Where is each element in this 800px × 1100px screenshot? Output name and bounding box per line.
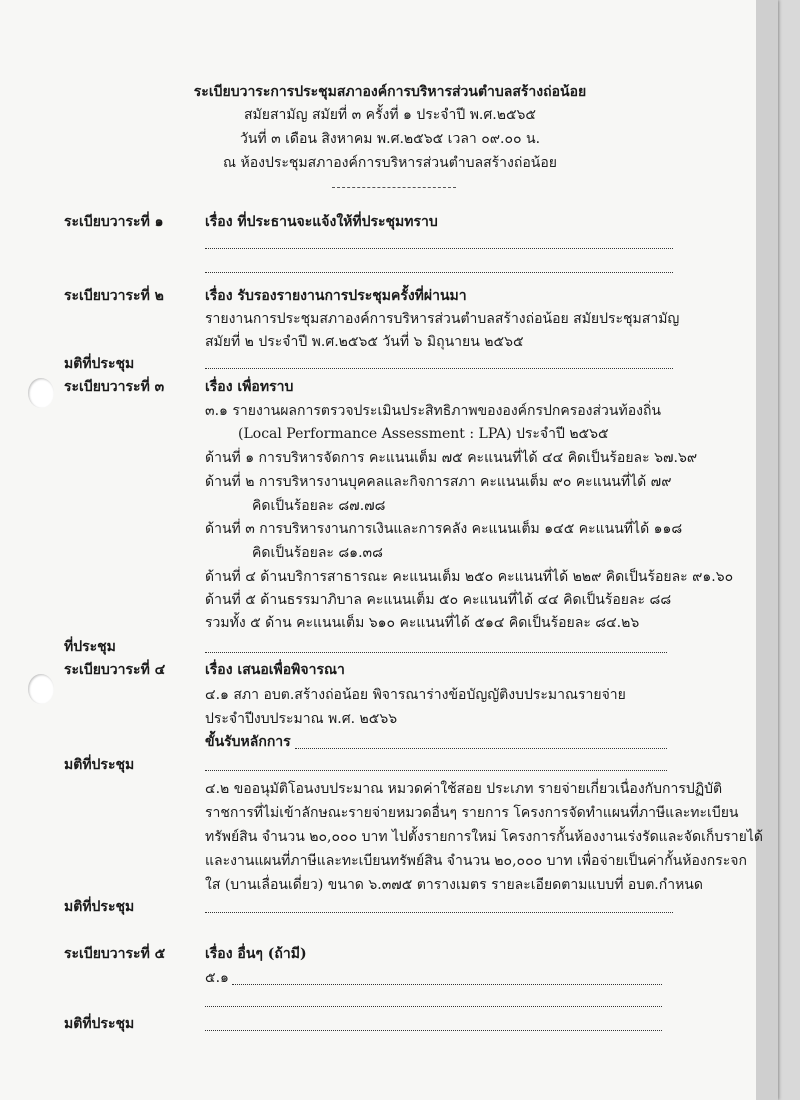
agenda3-aspect: ด้านที่ ๒ การบริหารงานบุคคลและกิจการสภา คะแนนเต็ม ๙๐ คะแนนที่ได้ ๗๙ (205, 474, 672, 490)
agenda3-label: ระเบียบวาระที่ ๓ (64, 379, 165, 395)
agenda3-meeting-label: ที่ประชุม (64, 639, 116, 655)
agenda3-title: เรื่อง เพื่อทราบ (205, 379, 294, 395)
agenda2-body: สมัยที่ ๒ ประจำปี พ.ศ.๒๕๖๕ วันที่ ๖ มิถุนายน ๒๕๖๕ (205, 334, 524, 350)
agenda4-item: ประจำปีงบประมาณ พ.ศ. ๒๕๖๖ (205, 711, 398, 727)
agenda4-item2: และงานแผนที่ภาษีและทะเบียนทรัพย์สิน จำนวน ๒๐,๐๐๐ บาท เพื่อจ่ายเป็นค่ากั้นห้องกระจก (205, 853, 747, 869)
header-date: วันที่ ๓ เดือน สิงหาคม พ.ศ.๒๕๖๕ เวลา ๐๙.๐๐ น. (239, 131, 541, 147)
agenda4-resolution2-label: มติที่ประชุม (64, 899, 135, 915)
agenda5-resolution-label: มติที่ประชุม (64, 1016, 135, 1032)
page-edge (756, 0, 778, 1100)
header-divider (332, 187, 456, 188)
agenda4-resolution-label: มติที่ประชุม (64, 757, 135, 773)
agenda5-item: ๕.๑ (205, 970, 229, 986)
agenda3-aspect: ด้านที่ ๕ ด้านธรรมาภิบาล คะแนนเต็ม ๕๐ คะแนนที่ได้ ๔๔ คิดเป็นร้อยละ ๘๘ (205, 592, 672, 608)
agenda4-item2: ทรัพย์สิน จำนวน ๒๐,๐๐๐ บาท ไปตั้งรายการใหม่ โครงการกั้นห้องงานเร่งรัดและจัดเก็บรายได้ (205, 829, 763, 845)
blank-line (205, 272, 673, 273)
agenda3-aspect: ด้านที่ ๑ การบริหารจัดการ คะแนนเต็ม ๗๕ คะแนนที่ได้ ๔๔ คิดเป็นร้อยละ ๖๗.๖๙ (205, 450, 698, 466)
agenda2-resolution-label: มติที่ประชุม (64, 356, 135, 372)
blank-line (295, 748, 667, 749)
blank-line (205, 1006, 662, 1007)
blank-line (232, 984, 662, 985)
agenda5-title: เรื่อง อื่นๆ (ถ้ามี) (205, 946, 307, 962)
agenda1-title: เรื่อง ที่ประธานจะแจ้งให้ที่ประชุมทราบ (205, 214, 438, 230)
blank-line (205, 1030, 662, 1031)
agenda3-aspect: คิดเป็นร้อยละ ๘๗.๗๘ (252, 498, 386, 514)
agenda4-item: ๔.๑ สภา อบต.สร้างถ่อน้อย พิจารณาร่างข้อบัญญัติงบประมาณรายจ่าย (205, 687, 626, 703)
agenda3-aspect: ด้านที่ ๔ ด้านบริการสาธารณะ คะแนนเต็ม ๒๕๐ คะแนนที่ได้ ๒๒๙ คิดเป็นร้อยละ ๙๑.๖๐ (205, 569, 734, 585)
agenda4-principle: ขั้นรับหลักการ (205, 734, 291, 750)
agenda4-title: เรื่อง เสนอเพื่อพิจารณา (205, 662, 345, 678)
agenda3-total: รวมทั้ง ๕ ด้าน คะแนนเต็ม ๖๑๐ คะแนนที่ได้ ๕๑๔ คิดเป็นร้อยละ ๘๔.๒๖ (205, 615, 640, 631)
agenda4-item2: ใส (บานเลื่อนเดี่ยว) ขนาด ๖.๓๗๕ ตารางเมตร รายละเอียดตามแบบที่ อบต.กำหนด (205, 877, 703, 893)
agenda3-aspect: ด้านที่ ๓ การบริหารงานการเงินและการคลัง คะแนนเต็ม ๑๔๕ คะแนนที่ได้ ๑๑๘ (205, 521, 683, 537)
agenda3-aspect: คิดเป็นร้อยละ ๘๑.๓๘ (252, 545, 383, 561)
agenda3-item: (Local Performance Assessment : LPA) ประจำปี ๒๕๖๕ (238, 426, 609, 442)
blank-line (205, 248, 673, 249)
agenda2-body: รายงานการประชุมสภาองค์การบริหารส่วนตำบลสร้างถ่อน้อย สมัยประชุมสามัญ (205, 311, 680, 327)
punch-hole (28, 378, 54, 408)
agenda4-label: ระเบียบวาระที่ ๔ (64, 662, 166, 678)
agenda4-item2: ราชการที่ไม่เข้าลักษณะรายจ่ายหมวดอื่นๆ รายการ โครงการจัดทำแผนที่ภาษีและทะเบียน (205, 805, 739, 821)
agenda3-item: ๓.๑ รายงานผลการตรวจประเมินประสิทธิภาพขององค์กรปกครองส่วนท้องถิ่น (205, 403, 662, 419)
agenda1-label: ระเบียบวาระที่ ๑ (64, 214, 164, 230)
agenda2-label: ระเบียบวาระที่ ๒ (64, 288, 164, 304)
header-title: ระเบียบวาระการประชุมสภาองค์การบริหารส่วนตำบลสร้างถ่อน้อย (193, 84, 587, 100)
header-location: ณ ห้องประชุมสภาองค์การบริหารส่วนตำบลสร้างถ่อน้อย (223, 155, 557, 171)
agenda5-label: ระเบียบวาระที่ ๕ (64, 946, 166, 962)
agenda2-title: เรื่อง รับรองรายงานการประชุมครั้งที่ผ่านมา (205, 288, 467, 304)
punch-hole (28, 674, 54, 704)
header-session: สมัยสามัญ สมัยที่ ๓ ครั้งที่ ๑ ประจำปี พ.ศ.๒๕๖๕ (243, 107, 537, 123)
blank-line (205, 368, 673, 369)
blank-line (205, 652, 667, 653)
agenda4-item2: ๔.๒ ขออนุมัติโอนงบประมาณ หมวดค่าใช้สอย ประเภท รายจ่ายเกี่ยวเนื่องกับการปฏิบัติ (205, 781, 723, 797)
blank-line (205, 770, 667, 771)
blank-line (205, 912, 673, 913)
